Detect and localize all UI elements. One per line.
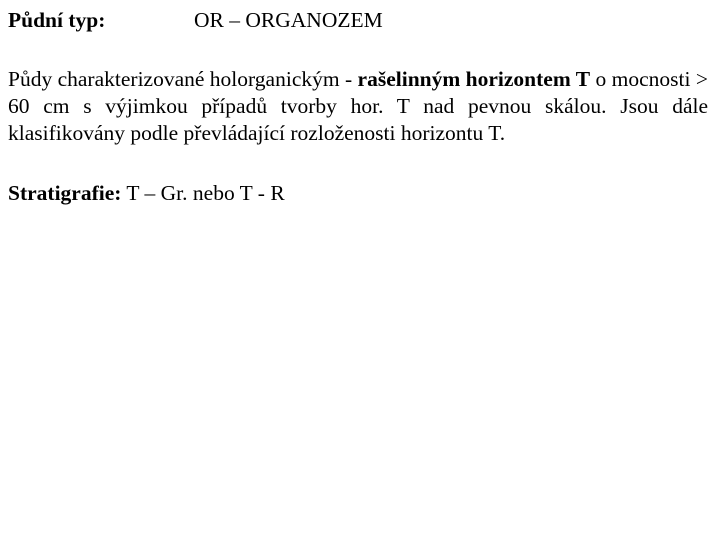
- description-bold-term: rašelinným horizontem T: [357, 67, 591, 91]
- description-text-start: Půdy charakterizované holorganickým -: [8, 67, 358, 91]
- soil-type-header: [8, 8, 383, 33]
- description-text-end: o mocnosti > 60 cm s výjimkou případů tvorby hor. T nad pevnou skálou. Jsou dále klasifikovány podle převládající rozloženosti horizontu T.: [8, 67, 708, 145]
- soil-description: [8, 66, 708, 147]
- stratigraphy-value: T – Gr. nebo T - R: [121, 181, 285, 205]
- soil-type-value: OR – ORGANOZEM: [194, 8, 383, 32]
- stratigraphy-label: Stratigrafie:: [8, 181, 122, 205]
- stratigraphy-line: [8, 181, 285, 206]
- soil-type-label: Půdní typ:: [8, 8, 106, 32]
